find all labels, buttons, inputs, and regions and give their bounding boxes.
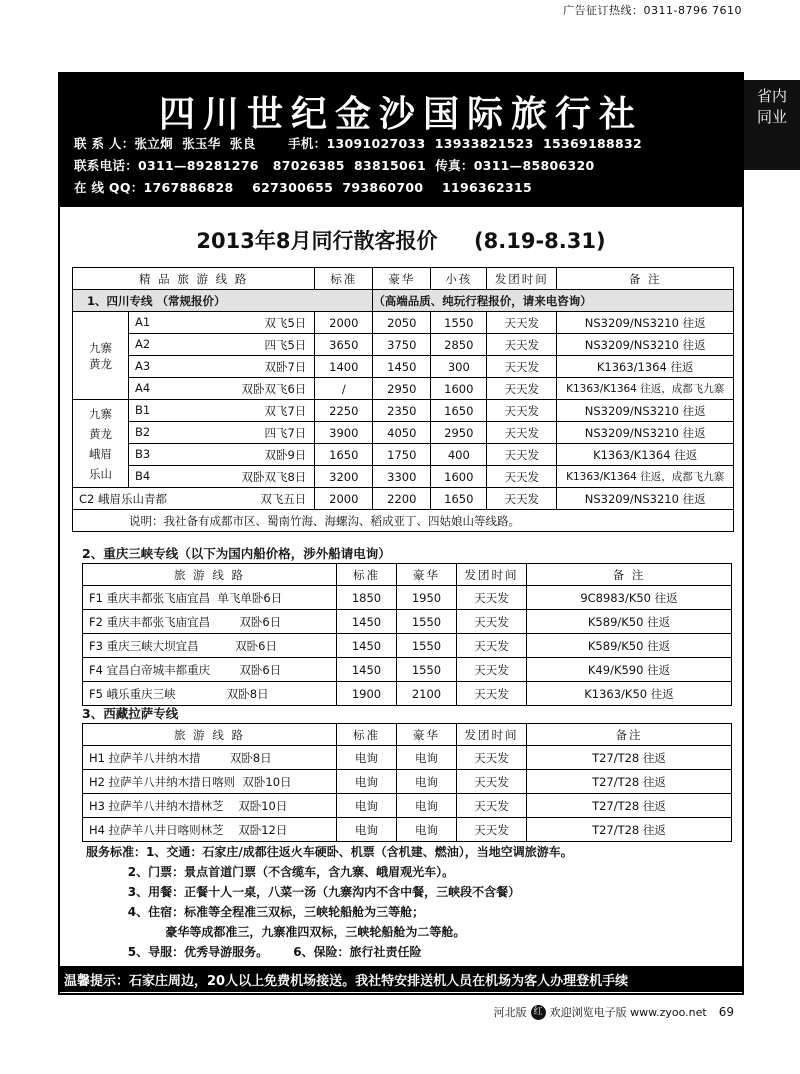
remarks: K1363/K1364 往返，成都飞九寨 — [557, 466, 734, 488]
departure: 天天发 — [487, 400, 557, 422]
remarks: K589/K50 往返 — [527, 634, 732, 658]
col-departure: 发团时间 — [487, 268, 557, 290]
price-luxury: 3300 — [373, 466, 431, 488]
remarks: K1363/K1364 往返 — [557, 444, 734, 466]
route-code: B2 — [135, 424, 151, 439]
route-days: 双飞7日 — [264, 403, 307, 418]
price-luxury: 电询 — [397, 746, 457, 770]
table-row — [73, 334, 734, 356]
departure: 天天发 — [487, 334, 557, 356]
table-row — [73, 466, 734, 488]
service-line: 4、住宿：标准等全程准三双标，三峡轮船舱为三等舱； — [86, 905, 425, 919]
price-standard: 1450 — [337, 610, 397, 634]
price-standard: 电询 — [337, 818, 397, 842]
table-row — [73, 312, 734, 334]
departure: 天天发 — [487, 312, 557, 334]
table-header-row — [83, 724, 732, 746]
route-days: 双飞五日 — [260, 491, 307, 506]
price-luxury: 1550 — [397, 610, 457, 634]
price-standard: 1400 — [315, 356, 373, 378]
col-luxury: 豪华 — [373, 268, 431, 290]
departure: 天天发 — [457, 658, 527, 682]
departure: 天天发 — [487, 488, 557, 510]
price-luxury: 1550 — [397, 634, 457, 658]
price-luxury: 2100 — [397, 682, 457, 706]
col-standard: 标准 — [337, 724, 397, 746]
ad-hotline: 广告征订热线：0311-8796 7610 — [563, 4, 742, 17]
price-standard: 1450 — [337, 634, 397, 658]
departure: 天天发 — [457, 682, 527, 706]
departure: 天天发 — [487, 356, 557, 378]
departure: 天天发 — [457, 586, 527, 610]
remarks: T27/T28 往返 — [527, 770, 732, 794]
remarks: K1363/1364 往返 — [557, 356, 734, 378]
price-standard: 3650 — [315, 334, 373, 356]
route-days: 双飞5日 — [264, 315, 307, 330]
table-row — [83, 586, 732, 610]
edition-badge-icon: 红 — [531, 1005, 546, 1020]
route-name: F4 宜昌白帝城丰都重庆 双卧6日 — [83, 658, 337, 682]
section-tibet: 3、西藏拉萨专线 — [82, 706, 179, 721]
departure: 天天发 — [487, 466, 557, 488]
col-route: 旅 游 线 路 — [83, 724, 337, 746]
price-standard: 1850 — [337, 586, 397, 610]
price-child: 2950 — [431, 422, 487, 444]
route-days: 双卧7日 — [264, 359, 307, 374]
table-row — [73, 422, 734, 444]
price-child: 1650 — [431, 400, 487, 422]
route-days: 双卧双飞6日 — [241, 381, 307, 396]
col-departure: 发团时间 — [457, 724, 527, 746]
table-header-row — [73, 268, 734, 290]
section-sichuan-note: （高端品质、纯玩行程报价，请来电咨询） — [373, 290, 734, 312]
remarks: T27/T28 往返 — [527, 746, 732, 770]
price-luxury: 3750 — [373, 334, 431, 356]
remarks: K589/K50 往返 — [527, 610, 732, 634]
table-row — [73, 444, 734, 466]
price-standard: 电询 — [337, 794, 397, 818]
group-jiuzhai-emei: 九寨 黄龙 峨眉 乐山 — [73, 400, 129, 488]
col-remarks: 备 注 — [557, 268, 734, 290]
col-luxury: 豪华 — [397, 564, 457, 586]
remarks: NS3209/NS3210 往返 — [557, 400, 734, 422]
route-name: H3 拉萨羊八井纳木措林芝 双卧10日 — [83, 794, 337, 818]
departure: 天天发 — [487, 444, 557, 466]
price-title: 2013年8月同行散客报价 (8.19-8.31) — [196, 229, 606, 253]
table-row — [83, 770, 732, 794]
section-row — [73, 290, 734, 312]
departure: 天天发 — [457, 770, 527, 794]
departure: 天天发 — [457, 794, 527, 818]
remarks: 9C8983/K50 往返 — [527, 586, 732, 610]
route-name: F3 重庆三峡大坝宜昌 双卧6日 — [83, 634, 337, 658]
route-code: B4 — [135, 468, 151, 483]
section-tab-line1: 省内 — [756, 87, 787, 105]
price-luxury: 电询 — [397, 770, 457, 794]
route-name: F1 重庆丰都张飞庙宜昌 单飞单卧6日 — [83, 586, 337, 610]
price-luxury: 1750 — [373, 444, 431, 466]
col-route: 旅 游 线 路 — [83, 564, 337, 586]
remarks: NS3209/NS3210 往返 — [557, 488, 734, 510]
edition-label: 河北版 — [493, 1006, 527, 1019]
price-child: 400 — [431, 444, 487, 466]
warm-tip: 温馨提示：石家庄周边，20人以上免费机场接送。我社特安排送机人员在机场为客人办理登机手续 — [58, 966, 744, 992]
route-name: C2 峨眉乐山青都 — [79, 491, 168, 506]
contact-qq: 在 线 QQ：1767886828 627300655 793860700 1196362315 — [74, 180, 532, 195]
price-standard: 1900 — [337, 682, 397, 706]
section-tab-line2: 同业 — [756, 108, 787, 126]
table-row — [83, 746, 732, 770]
route-name: F5 峨乐重庆三峡 双卧8日 — [83, 682, 337, 706]
departure: 天天发 — [457, 610, 527, 634]
remarks: NS3209/NS3210 往返 — [557, 312, 734, 334]
table-row — [83, 658, 732, 682]
service-line: 2、门票：景点首道门票（不含缆车，含九寨、峨眉观光车）。 — [86, 865, 455, 879]
route-code: B3 — [135, 446, 151, 461]
price-standard: 3200 — [315, 466, 373, 488]
col-standard: 标准 — [337, 564, 397, 586]
remarks: T27/T28 往返 — [527, 818, 732, 842]
departure: 天天发 — [457, 818, 527, 842]
col-departure: 发团时间 — [457, 564, 527, 586]
price-standard: 2000 — [315, 312, 373, 334]
price-child: 1650 — [431, 488, 487, 510]
route-code: A4 — [135, 380, 151, 395]
remarks: K1363/K50 往返 — [527, 682, 732, 706]
table-row — [73, 488, 734, 510]
section-tab — [744, 80, 800, 170]
col-standard: 标准 — [315, 268, 373, 290]
route-code: A2 — [135, 336, 151, 351]
departure: 天天发 — [487, 422, 557, 444]
price-standard: 2000 — [315, 488, 373, 510]
price-luxury: 1450 — [373, 356, 431, 378]
route-code: A3 — [135, 358, 151, 373]
price-child: 1600 — [431, 466, 487, 488]
page-footer — [494, 1004, 734, 1020]
route-days: 四飞7日 — [264, 425, 307, 440]
col-remarks: 备注 — [527, 724, 732, 746]
note-row — [73, 510, 734, 532]
service-line: 3、用餐：正餐十人一桌，八菜一汤（九寨沟内不含中餐，三峡段不含餐） — [86, 885, 521, 899]
price-child: 1600 — [431, 378, 487, 400]
table-header-row — [83, 564, 732, 586]
price-standard: 3900 — [315, 422, 373, 444]
table-row — [73, 378, 734, 400]
price-luxury: 2200 — [373, 488, 431, 510]
price-luxury: 2350 — [373, 400, 431, 422]
price-child: 2850 — [431, 334, 487, 356]
table-row — [83, 610, 732, 634]
table-row — [83, 682, 732, 706]
table-row — [83, 818, 732, 842]
chongqing-table — [82, 563, 732, 706]
route-days: 双卧双飞8日 — [241, 469, 307, 484]
route-days: 双卧9日 — [264, 447, 307, 462]
company-name: 四川世纪金沙国际旅行社 — [158, 93, 643, 135]
departure: 天天发 — [487, 378, 557, 400]
col-remarks: 备 注 — [527, 564, 732, 586]
price-luxury: 1550 — [397, 658, 457, 682]
price-standard: 电询 — [337, 746, 397, 770]
service-line: 5、导服：优秀导游服务。 6、保险：旅行社责任险 — [86, 945, 422, 959]
contact-phones: 联系电话：0311—89281276 87026385 83815061 传真：0311—85806320 — [74, 158, 595, 173]
col-luxury: 豪华 — [397, 724, 457, 746]
remarks: T27/T28 往返 — [527, 794, 732, 818]
remarks: K49/K590 往返 — [527, 658, 732, 682]
service-standards — [86, 842, 573, 962]
price-child: 300 — [431, 356, 487, 378]
section-chongqing: 2、重庆三峡专线（以下为国内船价格，涉外船请电询） — [82, 546, 391, 561]
price-luxury: 电询 — [397, 818, 457, 842]
price-luxury: 2050 — [373, 312, 431, 334]
price-luxury: 1950 — [397, 586, 457, 610]
sichuan-note: 说明：我社备有成都市区、蜀南竹海、海螺沟、稻成亚丁、四姑娘山等线路。 — [73, 510, 734, 532]
route-name: H2 拉萨羊八井纳木措日喀则 双卧10日 — [83, 770, 337, 794]
agency-header — [58, 72, 744, 207]
price-luxury: 4050 — [373, 422, 431, 444]
price-standard: 电询 — [337, 770, 397, 794]
group-jiuzhai-huanglong: 九寨 黄龙 — [73, 312, 129, 400]
service-line: 豪华等成都准三，九寨准四双标，三峡轮船舱为二等舱。 — [86, 925, 466, 939]
departure: 天天发 — [457, 746, 527, 770]
remarks: NS3209/NS3210 往返 — [557, 334, 734, 356]
remarks: K1363/K1364 往返，成都飞九寨 — [557, 378, 734, 400]
price-standard: 1450 — [337, 658, 397, 682]
table-row — [83, 794, 732, 818]
price-child: 1550 — [431, 312, 487, 334]
section-sichuan: 1、四川专线 （常规报价） — [73, 290, 373, 312]
sichuan-table — [72, 267, 734, 532]
route-days: 四飞5日 — [264, 337, 307, 352]
route-code: B1 — [135, 402, 151, 417]
footer-tagline: 欢迎浏览电子版 www.zyoo.net — [549, 1006, 707, 1019]
service-line: 服务标准：1、交通：石家庄/成都往返火车硬卧、机票（含机建、燃油），当地空调旅游车。 — [86, 845, 573, 859]
route-name: F2 重庆丰都张飞庙宜昌 双卧6日 — [83, 610, 337, 634]
price-luxury: 2950 — [373, 378, 431, 400]
price-standard: / — [315, 378, 373, 400]
col-route: 精 品 旅 游 线 路 — [73, 268, 315, 290]
contact-persons: 联 系 人：张立炯 张玉华 张良 手机：13091027033 13933821523 15369188832 — [74, 136, 642, 151]
table-row — [73, 356, 734, 378]
col-child: 小孩 — [431, 268, 487, 290]
route-name: H1 拉萨羊八井纳木措 双卧8日 — [83, 746, 337, 770]
price-standard: 1650 — [315, 444, 373, 466]
route-code: A1 — [135, 314, 151, 329]
departure: 天天发 — [457, 634, 527, 658]
price-standard: 2250 — [315, 400, 373, 422]
page-number: 69 — [718, 1005, 734, 1019]
route-name: H4 拉萨羊八井日喀则林芝 双卧12日 — [83, 818, 337, 842]
price-luxury: 电询 — [397, 794, 457, 818]
tibet-table — [82, 723, 732, 842]
table-row — [73, 400, 734, 422]
table-row — [83, 634, 732, 658]
remarks: NS3209/NS3210 往返 — [557, 422, 734, 444]
